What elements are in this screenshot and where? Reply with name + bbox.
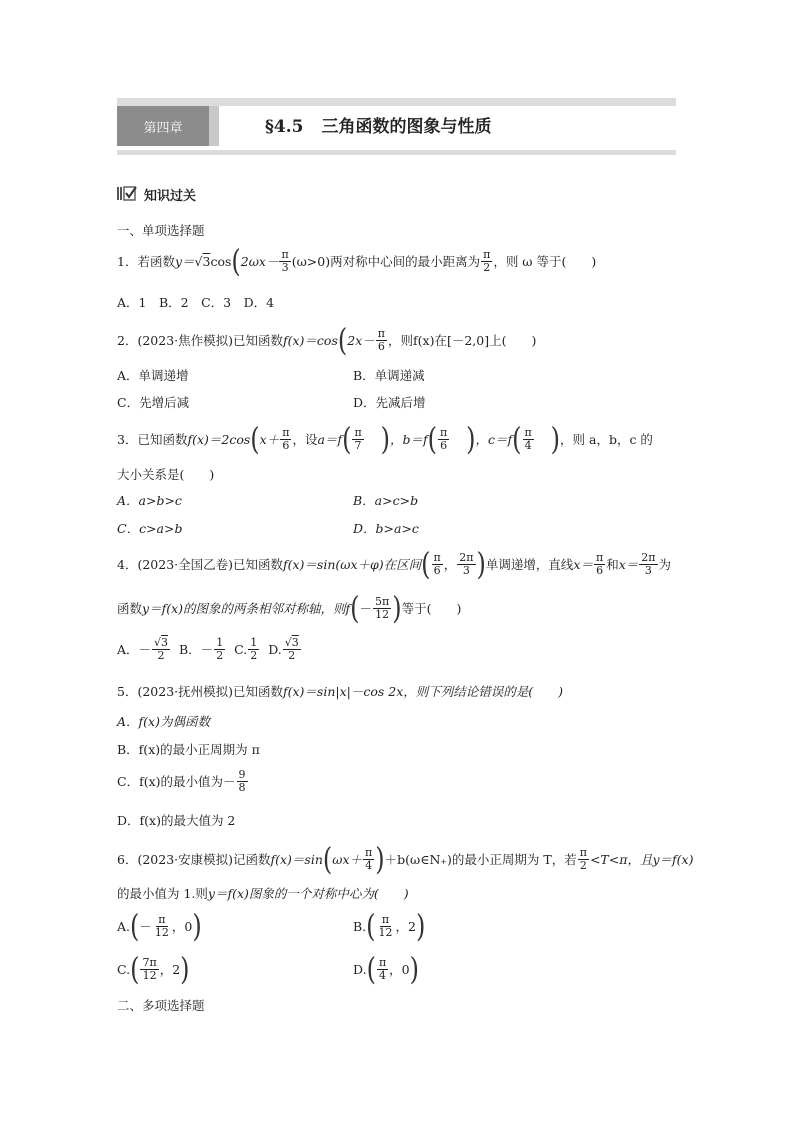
part1-heading: 一、单项选择题	[117, 223, 205, 238]
checklist-icon	[117, 185, 137, 201]
q5-option-d: D．f(x)的最大值为 2	[117, 813, 236, 828]
knowledge-title: 知识过关	[144, 189, 197, 204]
q3-text-i: ，则 a，b，c 的	[560, 432, 653, 448]
q1-options: A．1 B．2 C．3 D．4	[117, 295, 275, 310]
q3-arg: x＋	[259, 432, 280, 448]
q5-option-a: A．f(x)为偶函数	[117, 714, 210, 729]
q3-a: a＝f	[317, 432, 343, 448]
question-2: 2．(2023·焦作模拟)已知函数f(x)＝cos(2x－ $\frac{\pi}{6}$ ，则f(x)在[－2,0]上( )	[117, 321, 537, 358]
q6-option-c: C.( $\frac{7\pi}{12}$ ，2)	[117, 950, 190, 987]
q6-text-a: 6．(2023·安康模拟)记函数	[117, 852, 271, 868]
q5-option-c: C．f(x)的最小值为－ $\frac{9}{8}$	[117, 768, 246, 795]
q5-text-b: f(x)＝sin|x|－cos 2x，则下列结论错误的是( )	[283, 684, 564, 699]
q1-text-g: (ω>0)两对称中心间的最小距离为	[291, 254, 481, 270]
q6-option-a: A.(－ $\frac{\pi}{12}$ ，0)	[117, 907, 202, 944]
q4-frac-1: $\frac{\pi}{6}$	[433, 551, 441, 578]
q3-option-c: C．c>a>b	[117, 521, 183, 536]
q2-text-a: 2．(2023·焦作模拟)已知函数	[117, 333, 283, 349]
q6-option-d: D.( $\frac{\pi}{4}$ ，0)	[353, 950, 419, 987]
chapter-header	[117, 98, 676, 156]
q6-frac-1: $\frac{\pi}{4}$	[365, 846, 373, 873]
q4-option-b: B．－	[179, 642, 214, 658]
q4-text-k: y＝f(x)的图象的两条相邻对称轴，则	[142, 601, 346, 617]
q3-c: ，c＝f	[475, 432, 513, 448]
q2-func: f(x)＝cos	[283, 333, 338, 349]
q3-text-a: 3．已知函数	[117, 432, 188, 448]
q1-text-a: 1．若函数	[117, 254, 175, 270]
q3-func: f(x)＝2cos	[187, 432, 251, 448]
section-name: 三角函数的图象与性质	[321, 117, 492, 137]
q4-frac-4: $\frac{2\pi}{3}$	[641, 551, 656, 578]
q4-text-e: 单调递增，直线	[485, 557, 574, 573]
q4-frac-5: $\frac{5\pi}{12}$	[375, 595, 390, 622]
q6-frac-2: $\frac{\pi}{2}$	[579, 846, 587, 873]
q2-arg: 2x－	[347, 333, 375, 349]
q6-func: f(x)＝sin	[270, 852, 323, 868]
q4-line-2: 函数y＝f(x)的图象的两条相邻对称轴，则f(－ $\frac{5\pi}{12}$ )等于( )	[117, 589, 462, 626]
q1-frac-pi3: $\frac{\pi}{3}$	[281, 248, 289, 275]
q4-frac-3: $\frac{\pi}{6}$	[595, 551, 604, 578]
q3-frac-a: $\frac{\pi}{7}$	[354, 426, 362, 453]
q5-text-a: 5．(2023·抚州模拟)已知函数	[117, 684, 283, 699]
q6-text-h: y＝f(x)图象的一个对称中心为( )	[207, 886, 409, 901]
q1-sqrt: 3	[202, 254, 211, 270]
q3-text-e: ，设	[292, 432, 318, 448]
section-number: §4.5	[265, 117, 304, 137]
q4-option-a: A．－	[117, 642, 152, 658]
q3-line-2: 大小关系是( )	[117, 467, 215, 482]
q3-b: ，b＝f	[389, 432, 428, 448]
q3-frac: $\frac{\pi}{6}$	[282, 426, 290, 453]
header-top-rule	[117, 98, 676, 106]
question-3: 3．已知函数f(x)＝2cos(x＋ $\frac{\pi}{6}$ ，设a＝f( $\frac{\pi}{7}$ )，b＝f( $\frac{\pi}{6}$ )，c＝f( $\frac{\pi}{4}$ )，则 a，b，c 的	[117, 420, 653, 457]
q2-text-f: f(x)在[－2,0]上( )	[413, 333, 537, 349]
q3-frac-c: $\frac{\pi}{4}$	[524, 426, 532, 453]
q3-frac-b: $\frac{\pi}{6}$	[439, 426, 448, 453]
q3-option-b: B．a>c>b	[353, 493, 419, 508]
q4-func: f(x)＝sin(ωx＋φ)在区间	[283, 557, 422, 573]
question-6: 6．(2023·安康模拟)记函数f(x)＝sin(ωx＋ $\frac{\pi}{4}$ )＋b(ω∈N₊)的最小正周期为 T，若 $\frac{\pi}{2}$ <T<π，且y＝f(x)	[117, 840, 694, 877]
q4-option-d: D.	[268, 642, 282, 658]
q6-option-b: B.( $\frac{\pi}{12}$ ，2)	[353, 907, 426, 944]
header-bottom-rule	[117, 150, 676, 155]
q3-option-a: A．a>b>c	[117, 493, 182, 508]
q1-text-i: ，则 ω 等于( )	[493, 254, 597, 270]
q6-line-2: 的最小值为 1.则y＝f(x)图象的一个对称中心为( )	[117, 886, 409, 901]
q1-cos: cos	[210, 254, 232, 270]
q3-option-d: D．b>a>c	[353, 521, 419, 536]
question-1: 1．若函数y＝√3cos(2ωx－ $\frac{\pi}{3}$ (ω>0)两对称中心间的最小距离为 $\frac{\pi}{2}$ ，则 ω 等于( )	[117, 242, 597, 279]
q2-option-c: C．先增后减	[117, 395, 190, 410]
part2-heading: 二、多项选择题	[117, 998, 205, 1013]
q2-option-d: D．先减后增	[353, 395, 426, 410]
q4-text-a: 4．(2023·全国乙卷)已知函数	[117, 557, 283, 573]
section-title	[265, 112, 491, 137]
q2-frac: $\frac{\pi}{6}$	[377, 327, 385, 354]
q2-option-b: B．单调递减	[353, 368, 425, 383]
question-4: 4．(2023·全国乙卷)已知函数f(x)＝sin(ωx＋φ)在区间( $\frac{\pi}{6}$ ， $\frac{2\pi}{3}$ )单调递增，直线x＝ $\frac{\pi}{6}$ 和x＝ $\frac{2\pi}{3}$ 为	[117, 545, 672, 582]
q5-option-b: B．f(x)的最小正周期为 π	[117, 742, 260, 757]
q4-option-c: C.	[234, 642, 248, 658]
question-5	[117, 682, 563, 700]
q2-text-e: ，则	[388, 333, 414, 349]
q4-frac-2: $\frac{2\pi}{3}$	[459, 551, 474, 578]
q1-arg: 2ωx－	[240, 254, 279, 270]
q1-frac-pi2: $\frac{\pi}{2}$	[483, 248, 491, 275]
q2-option-a: A．单调递增	[117, 368, 189, 383]
q1-text-b: y＝	[174, 254, 195, 270]
q4-options: A．－ $\frac{√3}{2}$ B．－ $\frac{1}{2}$ C. $\frac{1}{2}$ D. $\frac{√3}{2}$	[117, 636, 299, 663]
chapter-tab-edge	[209, 106, 219, 146]
chapter-tab: 第四章	[117, 106, 209, 146]
